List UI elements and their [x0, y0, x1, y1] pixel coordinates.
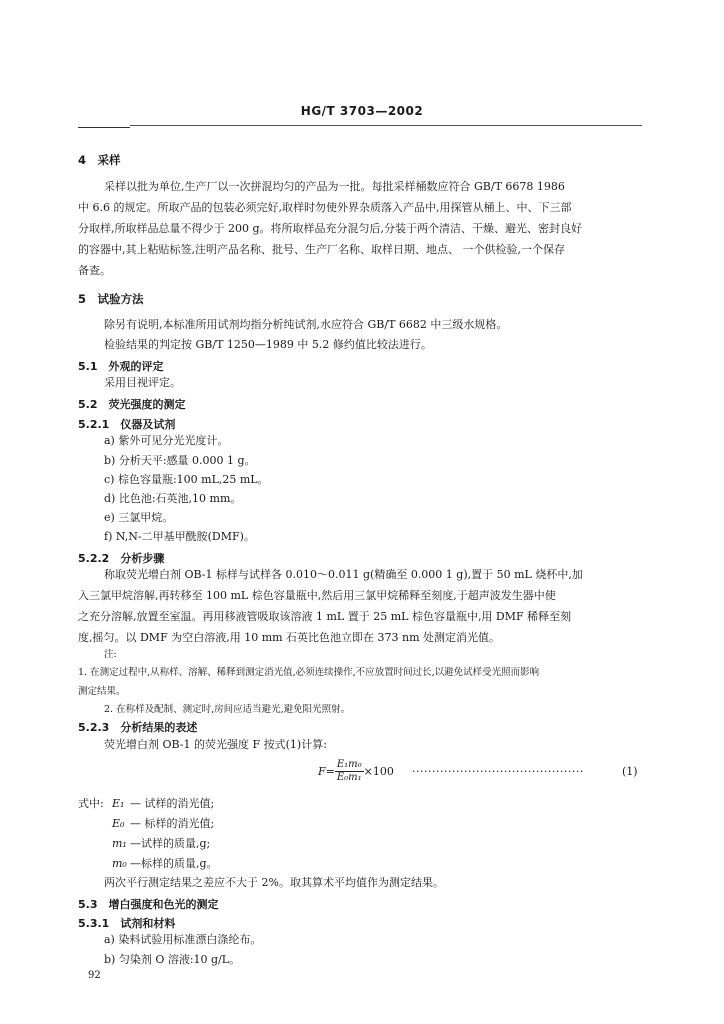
- section-5-2-2-heading: 5.2.2 分析步骤: [78, 552, 165, 565]
- formula-1: [318, 759, 394, 784]
- note-2: 2. 在称样及配制、测定时,房间应适当避光,避免阳光照射。: [104, 704, 351, 715]
- formula-leader-dots: ···········································: [412, 765, 584, 778]
- var-e1-symbol: E₁: [112, 797, 125, 810]
- section-5-3-heading: 5.3 增白强度和色光的测定: [78, 898, 219, 911]
- tolerance-statement: 两次平行测定结果之差应不大于 2%。取其算术平均值作为测定结果。: [104, 876, 444, 889]
- formula-number: (1): [622, 765, 638, 778]
- note-label: 注:: [104, 649, 117, 660]
- section-5-2-1-heading: 5.2.1 仪器及试剂: [78, 418, 176, 431]
- instrument-item-d: d) 比色池:石英池,10 mm。: [104, 492, 242, 505]
- header-rule: [130, 125, 642, 126]
- section-5-2-heading: 5.2 荧光强度的测定: [78, 398, 186, 411]
- material-item-a: a) 染料试验用标准漂白涤纶布。: [104, 933, 262, 946]
- section-5-para-1: 除另有说明,本标准所用试剂均指分析纯试剂,水应符合 GB/T 6682 中三级水规格。: [104, 318, 508, 331]
- formula-intro: 荧光增白剂 OB-1 的荧光强度 F 按式(1)计算:: [104, 738, 327, 751]
- formula-fraction: [335, 759, 364, 784]
- instrument-item-e: e) 三氯甲烷。: [104, 511, 174, 524]
- section-4-line-2: 中 6.6 的规定。所取产品的包装必须完好,取样时勿使外界杂质落入产品中,用探管从桶上、中、下三部: [78, 201, 572, 214]
- var-m0-desc: —标样的质量,g。: [130, 857, 218, 870]
- var-e0-desc: — 标样的消光值;: [130, 817, 215, 830]
- section-4-line-1: 采样以批为单位,生产厂以一次拼混均匀的产品为一批。每批采样桶数应符合 GB/T 6678 1986: [104, 180, 565, 193]
- formula-denominator: E₀m₁: [336, 772, 362, 783]
- procedure-line-3: 之充分溶解,放置至室温。再用移液管吸取该溶液 1 mL 置于 25 mL 棕色容量瓶中,用 DMF 稀释至刻: [78, 610, 572, 623]
- var-m0-symbol: m₀: [112, 857, 127, 870]
- section-4-heading: 4 采样: [78, 153, 121, 167]
- note-1-line-1: 1. 在测定过程中,从称样、溶解、稀释到测定消光值,必须连续操作,不应放置时间过长,以避免试样受光照而影响: [78, 667, 540, 678]
- formula-lhs: F=: [318, 765, 335, 778]
- procedure-line-4: 度,摇匀。以 DMF 为空白溶液,用 10 mm 石英比色池立即在 373 nm 处测定消光值。: [78, 631, 501, 644]
- note-1-line-2: 测定结果。: [78, 686, 126, 697]
- section-5-para-2: 检验结果的判定按 GB/T 1250—1989 中 5.2 修约值比较法进行。: [104, 338, 432, 351]
- section-5-1-heading: 5.1 外观的评定: [78, 360, 164, 373]
- section-5-heading: 5 试验方法: [78, 292, 144, 306]
- instrument-item-f: f) N,N-二甲基甲酰胺(DMF)。: [104, 530, 255, 543]
- standard-number-header: HG/T 3703—2002: [300, 104, 424, 118]
- section-4-line-5: 备查。: [78, 264, 111, 277]
- section-5-2-3-heading: 5.2.3 分析结果的表述: [78, 721, 198, 734]
- section-4-line-4: 的容器中,其上粘贴标签,注明产品名称、批号、生产厂名称、取样日期、地点、 一个供检验,一个保存: [78, 243, 565, 256]
- instrument-item-b: b) 分析天平:感量 0.000 1 g。: [104, 454, 256, 467]
- var-e1-desc: — 试样的消光值;: [130, 797, 215, 810]
- formula-rhs: ×100: [363, 765, 394, 778]
- instrument-item-c: c) 棕色容量瓶:100 mL,25 mL。: [104, 473, 269, 486]
- section-4-line-3: 分取样,所取样品总量不得少于 200 g。将所取样品充分混匀后,分装于两个清洁、干燥、避光、密封良好: [78, 222, 583, 235]
- procedure-line-1: 称取荧光增白剂 OB-1 标样与试样各 0.010～0.011 g(精确至 0.000 1 g),置于 50 mL 烧杯中,加: [104, 568, 583, 581]
- where-label: 式中:: [78, 797, 104, 810]
- var-m1-symbol: m₁: [112, 837, 127, 850]
- section-5-1-text: 采用目视评定。: [104, 376, 181, 389]
- section-5-3-1-heading: 5.3.1 试剂和材料: [78, 917, 176, 930]
- procedure-line-2: 入三氯甲烷溶解,再转移至 100 mL 棕色容量瓶中,然后用三氯甲烷稀释至刻度,于超声波发生器中使: [78, 589, 556, 602]
- var-m1-desc: —试样的质量,g;: [130, 837, 211, 850]
- formula-numerator: E₁m₀: [336, 759, 362, 770]
- instrument-item-a: a) 紫外可见分光光度计。: [104, 434, 229, 447]
- page-number: 92: [88, 970, 101, 981]
- var-e0-symbol: E₀: [112, 817, 125, 830]
- header-rule-left: [78, 127, 130, 128]
- material-item-b: b) 匀染剂 O 溶液:10 g/L。: [104, 953, 241, 966]
